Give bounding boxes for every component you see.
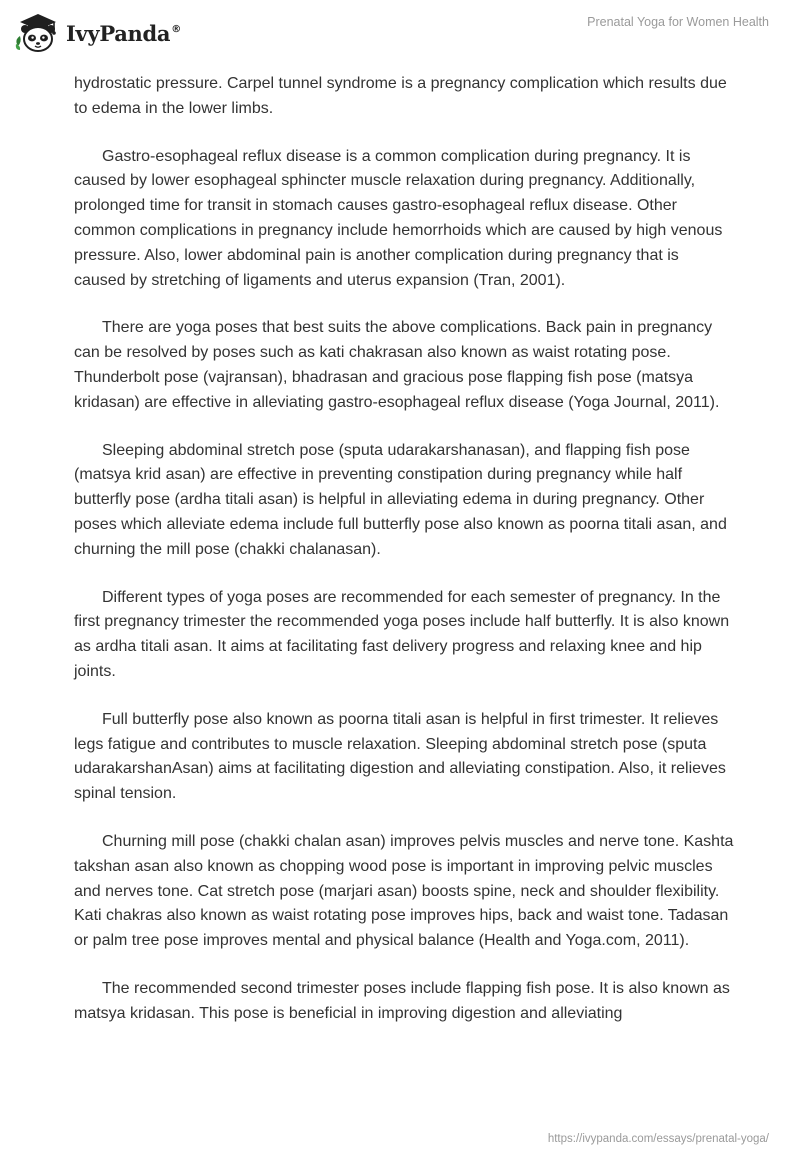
logo-wordmark <box>66 21 181 46</box>
source-url[interactable]: https://ivypanda.com/essays/prenatal-yoga/ <box>547 1133 769 1145</box>
panda-graduate-icon <box>14 10 62 54</box>
paragraph: Sleeping abdominal stretch pose (sputa udarakarshanasan), and flapping fish pose (matsya krid asan) are effective in preventing constipation during pregnancy while half butterfly pose (ardha titali asan) is helpful in alleviating edema in during pregnancy. Other poses which alleviate edema include full butterfly pose also known as poorna titali asan, and churning the mill pose (chakki chalanasan). <box>74 441 727 558</box>
registered-mark: ® <box>171 23 181 35</box>
paragraph: Full butterfly pose also known as poorna titali asan is helpful in first trimester. It relieves legs fatigue and contributes to muscle relaxation. Sleeping abdominal stretch pose (sputa udarakarshanAsan) aims at facilitating digestion and alleviating constipation. Also, it relieves spinal tension. <box>74 710 726 803</box>
ivypanda-logo[interactable] <box>14 8 181 56</box>
paragraph: Gastro-esophageal reflux disease is a common complication during pregnancy. It is caused by lower esophageal sphincter muscle relaxation during pregnancy. Additionally, prolonged time for transit in stomach causes gastro-esophageal reflux disease. Other common complications in pregnancy include hemorrhoids which are caused by high venous pressure. Also, lower abdominal pain is another complication during pregnancy that is caused by stretching of ligaments and uterus expansion (Tran, 2001). <box>74 147 723 289</box>
paragraph: There are yoga poses that best suits the above complications. Back pain in pregnancy can be resolved by poses such as kati chakrasan also known as waist rotating pose. Thunderbolt pose (vajransan), bhadrasan and gracious pose flapping fish pose (matsya kridasan) are effective in alleviating gastro-esophageal reflux disease (Yoga Journal, 2011). <box>74 319 720 411</box>
logo-text: IvyPanda <box>66 20 171 46</box>
document-title: Prenatal Yoga for Women Health <box>587 15 769 29</box>
page-header <box>0 0 800 70</box>
paragraph: The recommended second trimester poses include flapping fish pose. It is also known as matsya kridasan. This pose is beneficial in improving digestion and alleviating <box>74 979 730 1022</box>
paragraph: Churning mill pose (chakki chalan asan) improves pelvis muscles and nerve tone. Kashta takshan asan also known as chopping wood pose is important in improving pelvic muscles and nerves tone. Cat stretch pose (marjari asan) boosts spine, neck and shoulder flexibility. Kati chakras also known as waist rotating pose improves hips, back and waist tone. Tadasan or palm tree pose improves mental and physical balance (Health and Yoga.com, 2011). <box>74 832 734 950</box>
essay-body <box>74 72 734 1050</box>
paragraph: hydrostatic pressure. Carpel tunnel syndrome is a pregnancy complication which results due to edema in the lower limbs. <box>74 75 727 117</box>
paragraph: Different types of yoga poses are recommended for each semester of pregnancy. In the first pregnancy trimester the recommended yoga poses include half butterfly. It is also known as ardha titali asan. It aims at facilitating fast delivery progress and relaxing knee and hip joints. <box>74 588 730 680</box>
